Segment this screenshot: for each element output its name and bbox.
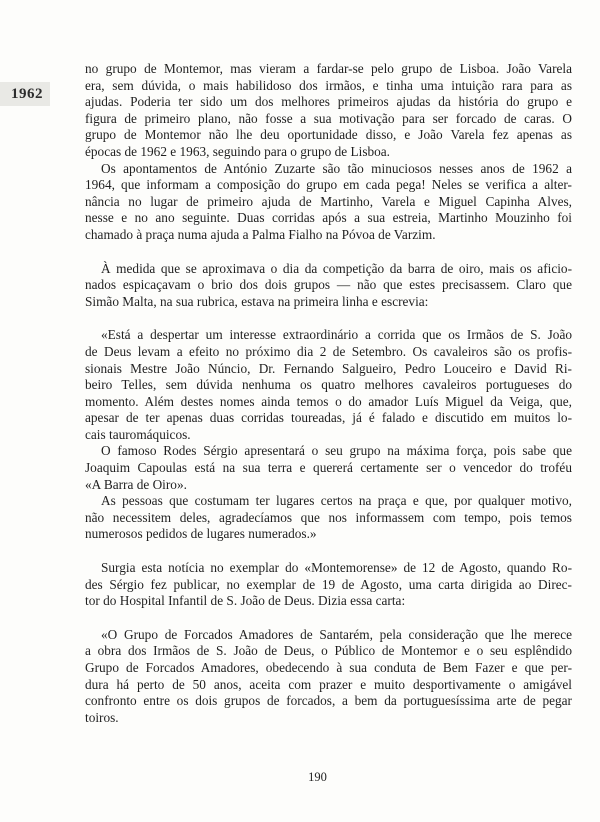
- text-line: cais tauromáquicos.: [85, 426, 191, 442]
- text-line: nesse e no ano seguinte. Duas corridas após a sua estreia, Martinho Mouzinho foi: [85, 210, 572, 226]
- text-line: Simão Malta, na sua rubrica, estava na primeira linha e escrevia:: [85, 293, 429, 309]
- text-line: de Deus levam a efeito no próximo dia 2 de Setembro. Os cavaleiros são os profis-: [85, 343, 572, 359]
- text-line: momento. Além destes nomes ainda temos o do amador Luís Miguel da Veiga, que,: [85, 393, 572, 409]
- text-block: [85, 61, 572, 726]
- paragraph: [85, 261, 572, 311]
- paragraph: [85, 627, 572, 727]
- text-line: Grupo de Forcados Amadores, obedecendo à sua conduta de Bem Fazer e que per-: [85, 660, 572, 675]
- text-line: tor do Hospital Infantil de S. João de Deus. Dizia essa carta:: [85, 593, 406, 609]
- text-line: ajudas. Poderia ter sido um dos melhores primeiros ajudas da história do grupo e: [85, 94, 572, 110]
- text-line: 1964, que informam a composição do grupo em cada pega! Neles se verifica a alter-: [85, 177, 572, 193]
- text-line: À medida que se aproximava o dia da competição da barra de oiro, mais os aficio-: [101, 260, 572, 276]
- text-line: épocas de 1962 e 1963, seguindo para o grupo de Lisboa.: [85, 143, 391, 159]
- paragraph: [85, 161, 572, 244]
- text-line: não necessitem deles, agradecíamos que nos informassem com tempo, pois temos: [85, 509, 572, 525]
- text-line: Surgia esta notícia no exemplar do «Montemorense» de 12 de Agosto, quando Ro-: [101, 560, 572, 576]
- paragraph: [85, 493, 572, 543]
- text-line: apesar de ter apenas duas corridas toureadas, já é falado e discutido em muitos lo-: [85, 410, 572, 426]
- text-line: dura há perto de 50 anos, aceita com prazer e muito desportivamente o amigável: [85, 676, 572, 692]
- text-line: nância no lugar de primeiro ajuda de Martinho, Varela e Miguel Capinha Alves,: [85, 193, 572, 209]
- text-line: Joaquim Capoulas está na sua terra e quererá certamente ser o vencedor do troféu: [85, 460, 572, 476]
- text-line: beiro Telles, sem dúvida nenhuma os quatro melhores cavaleiros portugueses do: [85, 377, 572, 393]
- paragraph: [85, 560, 572, 610]
- text-line: chamado à praça numa ajuda a Palma Fialho na Póvoa de Varzim.: [85, 226, 436, 242]
- text-line: sionais Mestre João Núncio, Dr. Fernando Salgueiro, Pedro Louceiro e David Ri-: [85, 360, 572, 376]
- text-line: Os apontamentos de António Zuzarte são tão minuciosos nesses anos de 1962 a: [101, 160, 572, 176]
- text-line: grupo de Montemor não lhe deu oportunidade disso, e João Varela fez apenas as: [85, 127, 572, 143]
- text-line: «A Barra de Oiro».: [85, 476, 187, 492]
- text-line: nados espicaçavam o brio dos dois grupos — não que estes precisassem. Claro que: [85, 277, 572, 293]
- text-line: des Sérgio fez publicar, no exemplar de 19 de Agosto, uma carta dirigida ao Direc-: [85, 576, 572, 592]
- paragraph: [85, 443, 572, 493]
- text-line: era, sem dúvida, o mais habilidoso dos irmãos, e tinha uma intuição rara para as: [85, 77, 572, 93]
- paragraph: [85, 61, 572, 161]
- page-number: 190: [308, 770, 327, 784]
- text-line: «Está a despertar um interesse extraordinário a corrida que os Irmãos de S. João: [101, 327, 572, 343]
- text-line: O famoso Rodes Sérgio apresentará o seu grupo na máxima força, pois sabe que: [101, 443, 572, 459]
- text-line: As pessoas que costumam ter lugares certos na praça e que, por qualquer motivo,: [101, 493, 572, 509]
- text-line: a obra dos Irmãos de S. João de Deus, o Público de Montemor e o seu esplêndido: [85, 643, 572, 659]
- text-line: numerosos pedidos de lugares numerados.»: [85, 526, 317, 542]
- text-line: «O Grupo de Forcados Amadores de Santarém, pela consideração que lhe merece: [101, 626, 572, 642]
- text-line: figura de primeiro plano, não fosse a sua motivação para ser forcado de caras. O: [85, 110, 572, 126]
- text-line: confronto entre os dois grupos de forcados, a bem da portuguesíssima arte de pegar: [85, 693, 572, 709]
- paragraph: [85, 327, 572, 443]
- text-line: toiros.: [85, 709, 119, 725]
- text-line: no grupo de Montemor, mas vieram a fardar-se pelo grupo de Lisboa. João Varela: [85, 61, 572, 76]
- margin-year-tab: [0, 82, 50, 106]
- margin-year-label: 1962: [11, 85, 43, 102]
